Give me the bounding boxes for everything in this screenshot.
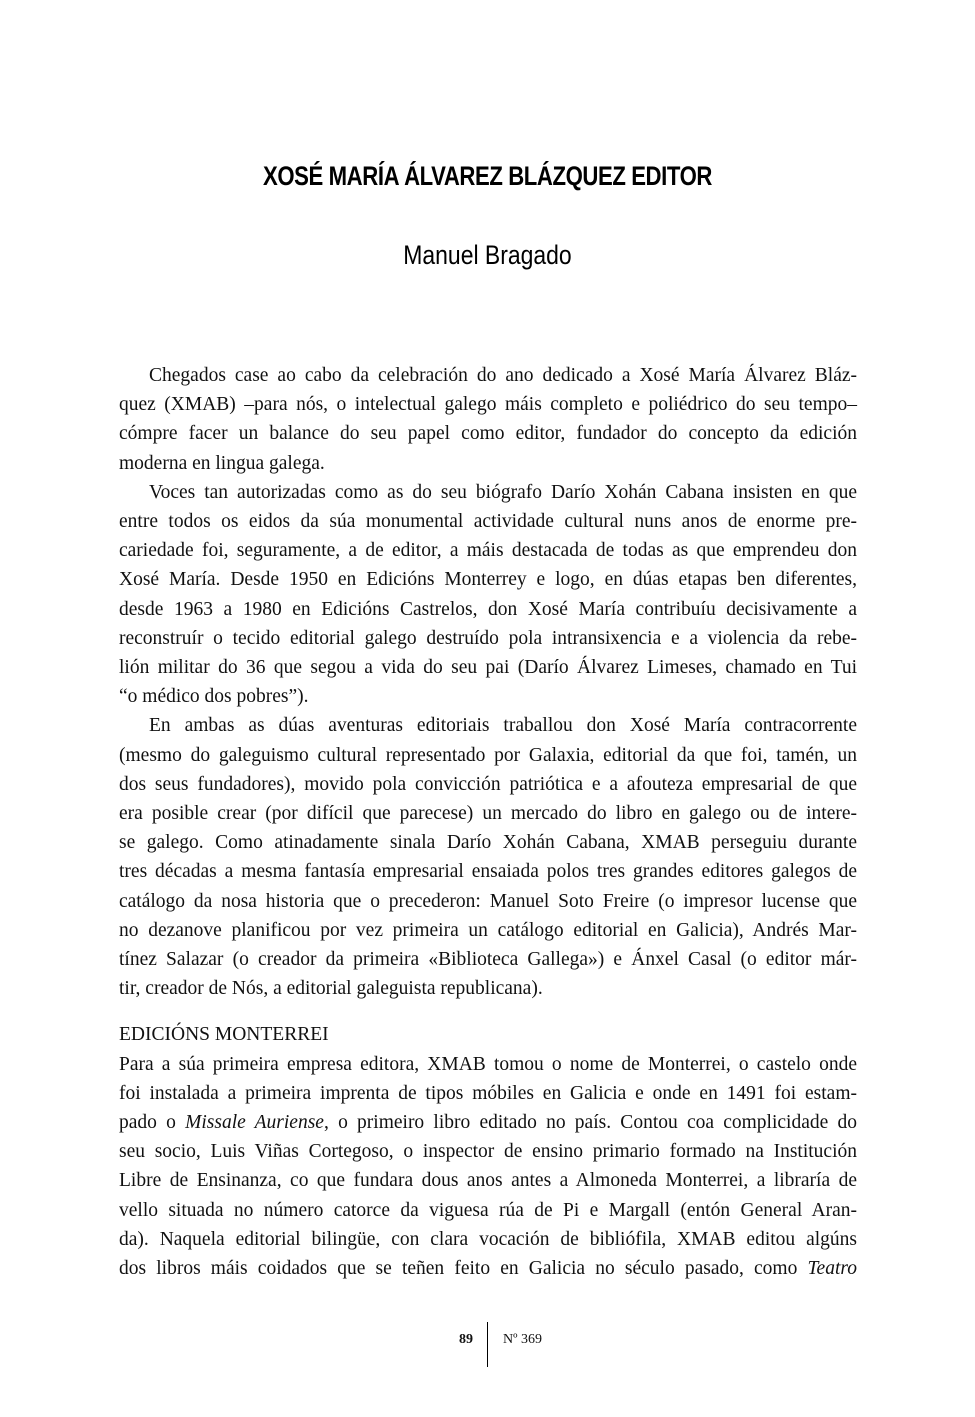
text-line: catálogo da nosa historia que o precederon: Manuel Soto Freire (o impresor lucense que	[119, 890, 857, 912]
paragraph-4	[119, 1050, 857, 1284]
text-line: Xosé María. Desde 1950 en Edicións Monterrey e logo, en dúas etapas ben diferentes,	[119, 569, 857, 591]
text-line: dos seus fundadores), movido pola convicción patriótica e a afouteza empresarial de que	[119, 773, 857, 795]
text-line: lión militar do 36 que segou a vida do seu pai (Darío Álvarez Limeses, chamado en Tui	[119, 657, 857, 679]
text-line: cómpre facer un balance do seu papel como editor, fundador do concepto da edición	[119, 423, 857, 445]
text-line: Voces tan autorizadas como as do seu biógrafo Darío Xohán Cabana insisten en que	[149, 481, 857, 503]
book-title: Missale Auriense	[185, 1112, 324, 1134]
text-line: moderna en lingua galega.	[119, 452, 325, 474]
text-line: “o médico dos pobres”).	[119, 686, 309, 708]
text-line: tres décadas a mesma fantasía empresarial ensaiada polos tres grandes editores galegos de	[119, 861, 857, 883]
page-footer	[0, 1322, 975, 1372]
text-line: pado o Missale Auriense, o primeiro libro editado no país. Contou coa complicidade do	[119, 1112, 857, 1134]
paragraph-1	[119, 361, 857, 478]
text-line: desde 1963 a 1980 en Edicións Castrelos, don Xosé María contribuíu decisivamente a	[119, 598, 857, 620]
article-author: Manuel Bragado	[403, 240, 572, 270]
text-line: reconstruír o tecido editorial galego destruído pola intransixencia e a violencia da rebe-	[119, 627, 857, 649]
text-line: era posible crear (por difícil que parecese) un mercado do libro en galego ou de intere-	[119, 803, 857, 825]
footer-divider	[487, 1322, 488, 1367]
article-body	[119, 361, 857, 1283]
text-line: cariedade foi, seguramente, a de editor, a máis destacada de todas as que emprendeu don	[119, 540, 857, 562]
paragraph-2	[119, 478, 857, 712]
text-line: entre todos os eidos da súa monumental actividade cultural nuns anos de enorme pre-	[119, 511, 857, 533]
section-heading: EDICIÓNS MONTERREI	[119, 1024, 329, 1046]
text-line: foi instalada a primeira imprenta de tipos móbiles en Galicia e onde en 1491 foi estam-	[119, 1082, 857, 1104]
page-number: 89	[459, 1332, 473, 1347]
text-line: En ambas as dúas aventuras editoriais traballou don Xosé María contracorrente	[149, 715, 857, 737]
text-line: da). Naquela editorial bilingüe, con clara vocación de bibliófila, XMAB editou algúns	[119, 1228, 857, 1250]
text-line: vello situada no número catorce da viguesa rúa de Pi e Margall (entón General Aran-	[119, 1199, 857, 1221]
text-line: quez (XMAB) –para nós, o intelectual galego máis completo e poliédrico do seu tempo–	[119, 394, 857, 416]
text-line: se galego. Como atinadamente sinala Darío Xohán Cabana, XMAB perseguiu durante	[119, 832, 857, 854]
text-line: Libre de Ensinanza, co que fundara dous anos antes a Almoneda Monterrei, a libraría de	[119, 1170, 857, 1192]
article-title: XOSÉ MARÍA ÁLVAREZ BLÁZQUEZ EDITOR	[263, 161, 712, 192]
text-line: no dezanove planificou por vez primeira un catálogo editorial en Galicia), Andrés Mar-	[119, 919, 857, 941]
text-line: tínez Salazar (o creador da primeira «Biblioteca Gallega») e Ánxel Casal (o editor már-	[119, 949, 857, 971]
book-title: Teatro	[807, 1258, 857, 1280]
text-line: dos libros máis coidados que se teñen feito en Galicia no século pasado, como Teatro	[119, 1258, 857, 1280]
paragraph-3	[119, 711, 857, 1003]
text-line: seu socio, Luis Viñas Cortegoso, o inspector de ensino primario formado na Institución	[119, 1141, 857, 1163]
text-line: (mesmo do galeguismo cultural representado por Galaxia, editorial da que foi, tamén, un	[119, 744, 857, 766]
text-line: Para a súa primeira empresa editora, XMAB tomou o nome de Monterrei, o castelo onde	[119, 1053, 857, 1075]
issue-number: Nº 369	[503, 1332, 542, 1347]
text-line: tir, creador de Nós, a editorial galeguista republicana).	[119, 978, 543, 1000]
text-line: Chegados case ao cabo da celebración do ano dedicado a Xosé María Álvarez Bláz-	[149, 365, 857, 386]
